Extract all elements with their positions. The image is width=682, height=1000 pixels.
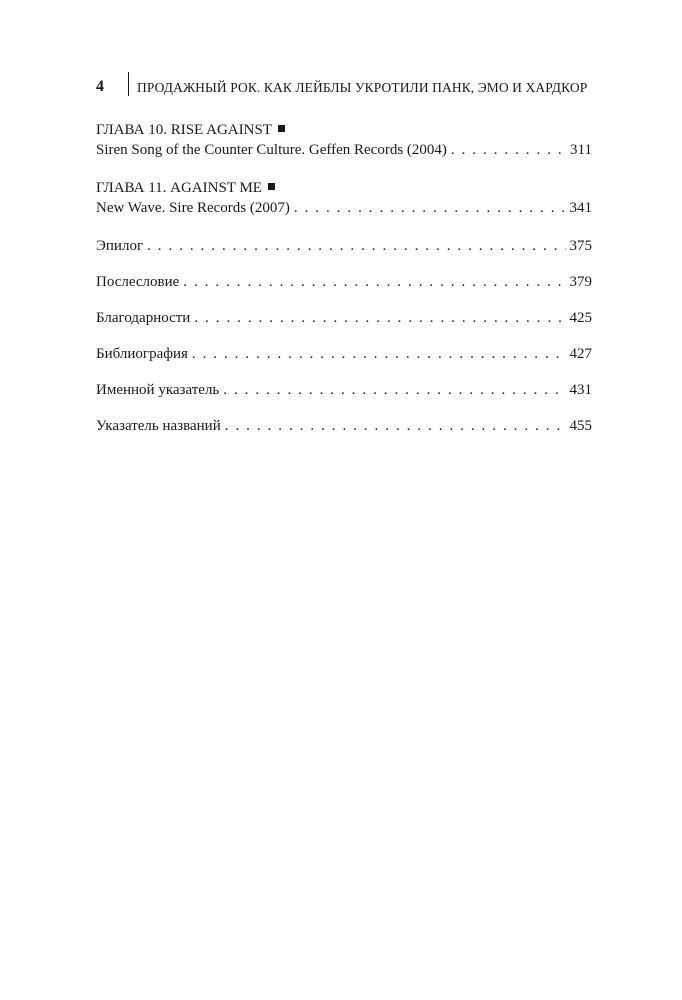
toc-title: Указатель названий	[96, 418, 221, 434]
chapter-heading: ГЛАВА 10. RISE AGAINST	[96, 120, 592, 140]
toc-title: New Wave. Sire Records (2007)	[96, 200, 290, 216]
toc-line	[96, 272, 592, 292]
toc-entry-acknowledgements	[96, 308, 592, 328]
dot-leader	[194, 308, 565, 328]
toc-page-number: 431	[569, 382, 592, 398]
toc-entry-name-index	[96, 380, 592, 400]
square-bullet-icon	[278, 125, 285, 132]
toc-line	[96, 344, 592, 364]
toc-page-number: 311	[570, 142, 592, 158]
toc-line	[96, 140, 592, 160]
toc-line	[96, 308, 592, 328]
toc-line	[96, 198, 592, 218]
toc-page-number: 375	[569, 238, 592, 254]
dot-leader	[192, 344, 566, 364]
dot-leader	[225, 416, 566, 436]
chapter-heading: ГЛАВА 11. AGAINST ME	[96, 178, 592, 198]
toc-page-number: 341	[569, 200, 592, 216]
toc-line	[96, 416, 592, 436]
toc-line	[96, 236, 592, 256]
header-divider	[128, 72, 129, 96]
toc-line	[96, 380, 592, 400]
dot-leader	[223, 380, 565, 400]
toc-title: Благодарности	[96, 310, 191, 326]
toc-entry-title-index	[96, 416, 592, 436]
toc-entry-chapter-10	[96, 120, 592, 160]
page-number: 4	[96, 78, 104, 95]
table-of-contents	[96, 120, 592, 452]
dot-leader	[294, 198, 566, 218]
toc-title: Эпилог	[96, 238, 144, 254]
dot-leader	[183, 272, 565, 292]
toc-title: Библиография	[96, 346, 188, 362]
toc-title: Именной указатель	[96, 382, 220, 398]
toc-page-number: 379	[569, 274, 592, 290]
toc-page-number: 455	[569, 418, 592, 434]
toc-title: Послесловие	[96, 274, 180, 290]
toc-entry-afterword	[96, 272, 592, 292]
toc-page-number: 425	[569, 310, 592, 326]
running-title: ПРОДАЖНЫЙ РОК. КАК ЛЕЙБЛЫ УКРОТИЛИ ПАНК, ЭМО И ХАРДКОР	[137, 80, 588, 95]
square-bullet-icon	[268, 183, 275, 190]
dot-leader	[451, 140, 566, 160]
toc-entry-chapter-11	[96, 178, 592, 218]
toc-entry-epilogue	[96, 236, 592, 256]
toc-entry-bibliography	[96, 344, 592, 364]
dot-leader	[147, 236, 565, 256]
page-header	[96, 70, 596, 96]
toc-page-number: 427	[569, 346, 592, 362]
toc-title: Siren Song of the Counter Culture. Geffen Records (2004)	[96, 142, 447, 158]
